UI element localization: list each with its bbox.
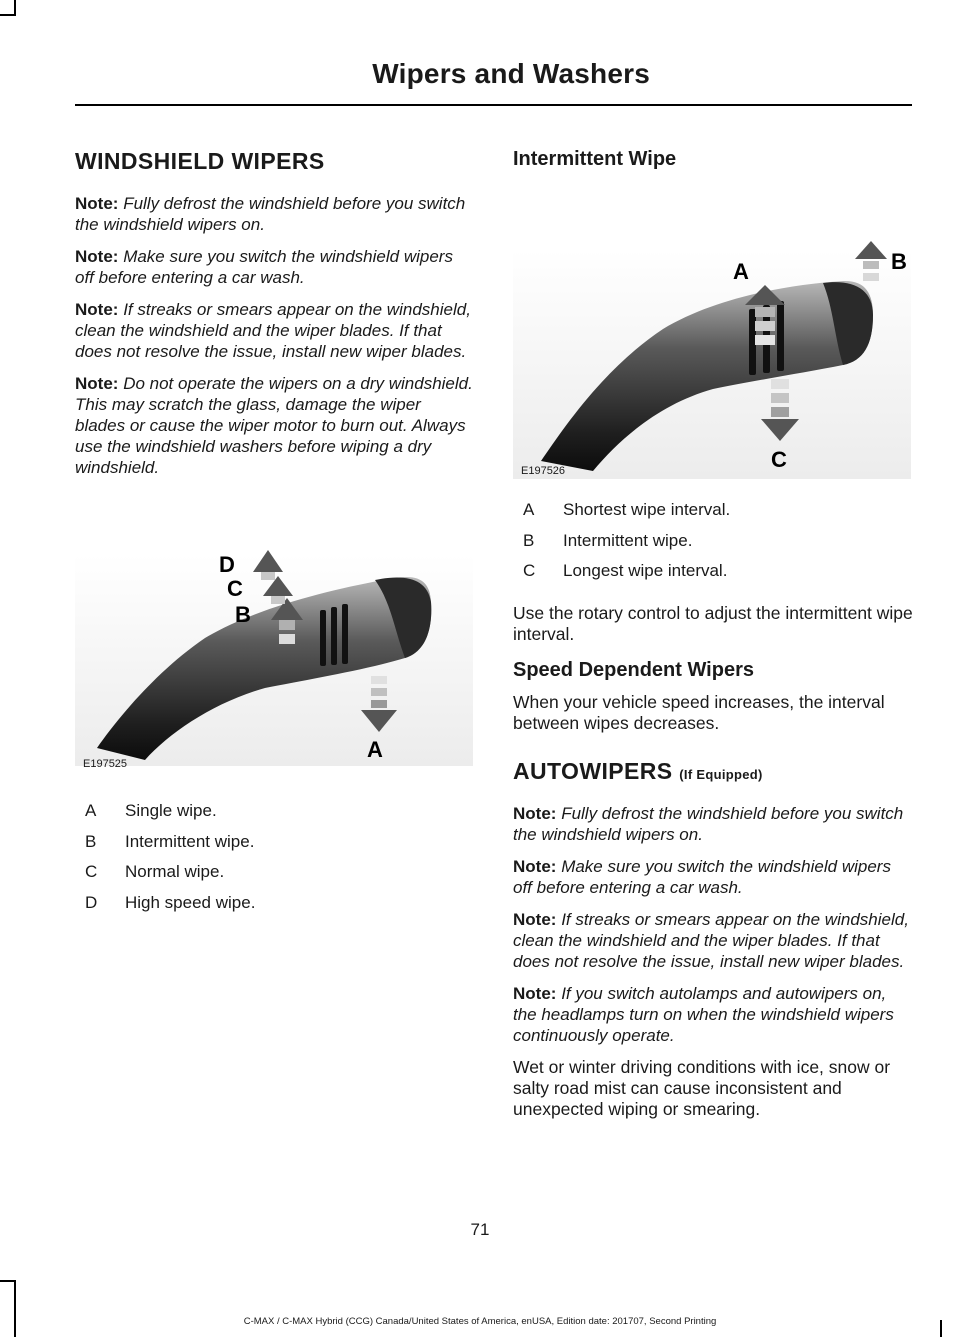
legend-key: C xyxy=(523,561,536,580)
legend-item xyxy=(75,827,475,858)
wiper-stalk-figure xyxy=(75,512,475,774)
note-label: Note: xyxy=(75,247,119,266)
figure-label-b: B xyxy=(235,602,251,627)
legend-item xyxy=(75,888,475,919)
figure-label-c: C xyxy=(771,447,787,472)
legend-value: Longest wipe interval. xyxy=(563,561,728,580)
legend-key: A xyxy=(85,801,97,820)
note-label: Note: xyxy=(513,856,557,876)
rotary-control-text: Use the rotary control to adjust the intermittent wipe interval. xyxy=(513,602,913,644)
autowipers-title: AUTOWIPERS xyxy=(513,757,673,784)
legend-list xyxy=(513,495,913,587)
left-column xyxy=(75,140,475,934)
note-label: Note: xyxy=(513,909,557,929)
legend-list xyxy=(75,796,475,918)
legend-value: Shortest wipe interval. xyxy=(563,500,731,519)
legend-item xyxy=(75,796,475,827)
crop-mark xyxy=(0,14,16,16)
subheading-speed-dependent-wipers: Speed Dependent Wipers xyxy=(513,658,754,681)
figure-label-a: A xyxy=(733,259,749,284)
figure-label-b: B xyxy=(891,249,907,274)
figure-label-a: A xyxy=(367,737,383,762)
figure-label-c: C xyxy=(227,576,243,601)
legend-key: C xyxy=(85,862,98,881)
legend-key: D xyxy=(85,892,98,912)
wiper-rotary-illustration xyxy=(513,189,913,481)
footer-edition-text: C-MAX / C-MAX Hybrid (CCG) Canada/United States of America, enUSA, Edition date: 201707, Second Printing xyxy=(243,1316,717,1327)
wet-winter-text: Wet or winter driving conditions with ice, snow or salty road mist can cause inconsistent and unexpected wiping or smearing. xyxy=(513,1056,891,1119)
wiper-rotary-figure xyxy=(513,189,913,481)
figure-label-d: D xyxy=(219,552,235,577)
legend-value: Normal wipe. xyxy=(125,862,225,881)
legend-item xyxy=(513,526,913,557)
note-text: If you switch autolamps and autowipers on, the headlamps turn on when the windshield wipers continuously operate. xyxy=(513,983,894,1045)
note-label: Note: xyxy=(513,803,557,823)
note-label: Note: xyxy=(75,194,119,213)
wiper-stalk-illustration xyxy=(75,512,475,774)
legend-value: Intermittent wipe. xyxy=(563,530,693,550)
page-header-title: Wipers and Washers xyxy=(372,58,650,89)
note xyxy=(75,193,475,235)
note-label: Note: xyxy=(75,300,119,319)
note-text: Make sure you switch the windshield wipers off before entering a car wash. xyxy=(513,856,891,897)
note-text: If streaks or smears appear on the windshield, clean the windshield and the wiper blades. If that does not resolve the issue, install new wiper blades. xyxy=(513,909,909,971)
crop-mark xyxy=(0,1280,16,1282)
rotary-ring xyxy=(320,604,348,666)
if-equipped-label: (If Equipped) xyxy=(679,766,763,782)
speed-dependent-text: When your vehicle speed increases, the interval between wipes decreases. xyxy=(513,691,885,733)
note xyxy=(75,373,475,478)
page-number: 71 xyxy=(470,1220,490,1239)
figure-code: E197525 xyxy=(83,758,128,770)
note-text: Do not operate the wipers on a dry windshield. This may scratch the glass, damage the wiper blades or cause the wiper motor to burn out. Always use the windshield washers before wiping a dry windshield. xyxy=(75,374,473,477)
legend-item xyxy=(513,495,913,526)
note xyxy=(513,983,913,1046)
right-column xyxy=(513,140,913,1134)
note-label: Note: xyxy=(75,374,119,393)
note-text: Fully defrost the windshield before you switch the windshield wipers on. xyxy=(75,194,466,234)
note-text: Make sure you switch the windshield wipers off before entering a car wash. xyxy=(75,247,453,287)
section-heading-windshield-wipers: WINDSHIELD WIPERS xyxy=(75,148,325,174)
figure-code: E197526 xyxy=(521,465,566,477)
note-text: Fully defrost the windshield before you switch the windshield wipers on. xyxy=(513,803,904,844)
note xyxy=(75,299,475,362)
legend-item xyxy=(513,556,913,587)
note xyxy=(513,803,913,845)
legend-item xyxy=(75,857,475,888)
section-heading-autowipers xyxy=(513,758,913,785)
legend-key: A xyxy=(523,500,535,519)
note xyxy=(513,909,913,972)
legend-value: Single wipe. xyxy=(125,801,217,820)
header-rule xyxy=(75,104,912,106)
legend-key: B xyxy=(85,831,97,851)
subheading-intermittent-wipe: Intermittent Wipe xyxy=(513,148,677,170)
note xyxy=(75,246,475,288)
legend-value: Intermittent wipe. xyxy=(125,831,255,851)
legend-key: B xyxy=(523,530,535,550)
legend-value: High speed wipe. xyxy=(125,892,256,912)
note-label: Note: xyxy=(513,983,557,1003)
crop-mark xyxy=(14,1280,16,1337)
note-text: If streaks or smears appear on the windshield, clean the windshield and the wiper blades. If that does not resolve the issue, install new wiper blades. xyxy=(75,300,471,361)
note xyxy=(513,856,913,898)
